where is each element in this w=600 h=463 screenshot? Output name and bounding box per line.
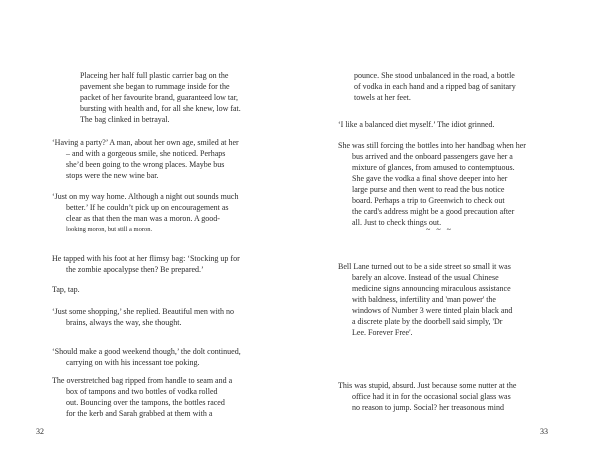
- text-line: out. Bouncing over the tampons, the bottles raced: [66, 398, 225, 407]
- text-line: windows of Number 3 were tinted plain black and: [352, 306, 513, 315]
- text-line: large purse and then went to read the bus notice: [352, 185, 505, 194]
- text-line: ‘Just on my way home. Although a night out sounds much: [52, 192, 239, 201]
- text-line: mixture of glances, from amused to contemptuous.: [352, 163, 515, 172]
- text-line: The bag clinked in betrayal.: [80, 115, 170, 124]
- paragraph: [52, 346, 241, 368]
- paragraph: [52, 137, 239, 181]
- text-line: Tap, tap.: [52, 285, 80, 294]
- text-line: Placeing her half full plastic carrier bag on the: [80, 71, 229, 80]
- text-line: clear as that then the man was a moron. A good-: [66, 214, 220, 223]
- text-line: barely an alcove. Instead of the usual Chinese: [352, 273, 499, 282]
- text-line: ‘Having a party?’ A man, about her own age, smiled at her: [52, 138, 239, 147]
- text-line: medicine signs announcing miraculous assistance: [352, 284, 511, 293]
- text-line: the zombie apocalypse then? Be prepared.’: [66, 265, 204, 274]
- paragraph: [52, 253, 240, 275]
- text-line: board. Perhaps a trip to Greenwich to check out: [352, 196, 505, 205]
- text-line: better.’ If he couldn’t pick up on encouragement as: [66, 203, 229, 212]
- paragraph: [338, 261, 512, 338]
- paragraph: [52, 191, 238, 235]
- text-line: He tapped with his foot at her flimsy bag: ‘Stocking up for: [52, 254, 240, 263]
- text-line: bus arrived and the onboard passengers gave her a: [352, 152, 513, 161]
- text-line: brains, always the way, she thought.: [66, 318, 182, 327]
- text-line: no reason to jump. Social? her treasonous mind: [352, 403, 504, 412]
- text-line: ‘I like a balanced diet myself.’ The idiot grinned.: [338, 120, 495, 129]
- text-line: The overstretched bag ripped from handle to seam and a: [52, 376, 233, 385]
- text-line: – and with a gorgeous smile, she noticed. Perhaps: [66, 149, 226, 158]
- paragraph: [52, 306, 234, 328]
- text-line: the card's address might be a good precaution after: [352, 207, 515, 216]
- text-line: She gave the vodka a final shove deeper into her: [352, 174, 508, 183]
- text-line: pavement she began to rummage inside for the: [80, 82, 230, 91]
- right-page: [300, 0, 600, 463]
- text-line: ‘Should make a good weekend though,’ the dolt continued,: [52, 347, 241, 356]
- text-line: all. Just to check things out.: [352, 218, 442, 227]
- paragraph: [52, 284, 80, 295]
- section-separator: ~ ~ ~: [426, 225, 453, 234]
- text-line: pounce. She stood unbalanced in the road, a bottle: [354, 71, 515, 80]
- paragraph: [338, 140, 526, 228]
- text-line: Lee. Forever Free'.: [352, 328, 413, 337]
- text-line: looking moron, but still a moron.: [66, 226, 153, 233]
- text-line: office had it in for the occasional social glass was: [352, 392, 511, 401]
- paragraph: [338, 380, 516, 413]
- text-line: ‘Just some shopping,’ she replied. Beautiful men with no: [52, 307, 235, 316]
- text-line: stops were the new wine bar.: [66, 171, 159, 180]
- text-line: packet of her favourite brand, guaranteed low tar,: [80, 93, 239, 102]
- text-line: of vodka in each hand and a ripped bag of sanitary: [354, 82, 516, 91]
- paragraph: [52, 375, 232, 419]
- text-line: She was still forcing the bottles into her handbag when her: [338, 141, 526, 150]
- text-line: for the kerb and Sarah grabbed at them with a: [66, 409, 213, 418]
- text-line: box of tampons and two bottles of vodka rolled: [66, 387, 218, 396]
- text-line: Bell Lane turned out to be a side street so small it was: [338, 262, 511, 271]
- page-number: 32: [36, 427, 44, 436]
- paragraph: [66, 70, 241, 125]
- text-line: bursting with health and, for all she knew, low fat.: [80, 104, 241, 113]
- paragraph: [338, 119, 495, 130]
- text-line: This was stupid, absurd. Just because some nutter at the: [338, 381, 517, 390]
- page-number: 33: [540, 427, 548, 436]
- text-line: a discrete plate by the doorbell said simply, 'Dr: [352, 317, 503, 326]
- text-line: she’d been going to the wrong places. Maybe bus: [66, 160, 225, 169]
- text-line: carrying on with his incessant toe poking.: [66, 358, 200, 367]
- text-line: towels at her feet.: [354, 93, 411, 102]
- text-line: with baldness, infertility and 'man power' the: [352, 295, 496, 304]
- paragraph: [340, 70, 516, 103]
